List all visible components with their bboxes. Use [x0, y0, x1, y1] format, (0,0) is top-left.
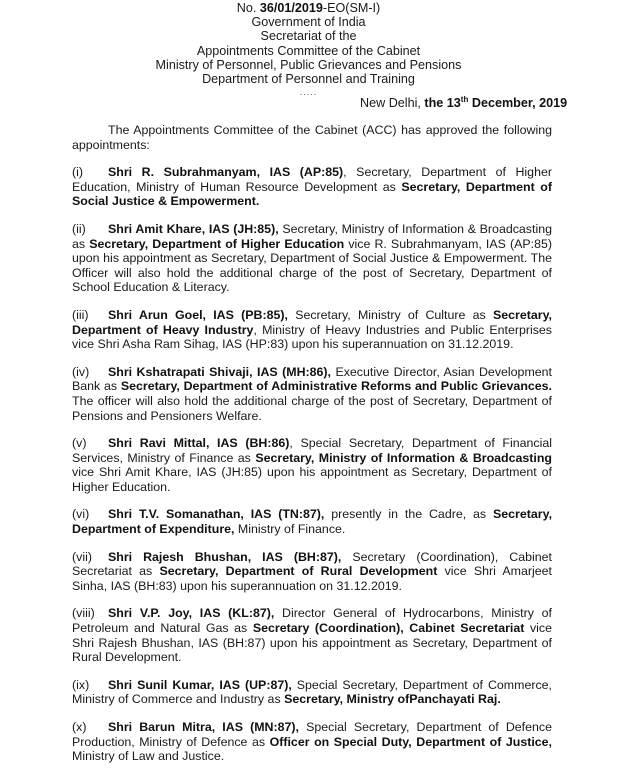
appointment-text: vice Shri Amit Khare, IAS (JH:85) upon his appointment as Secretary, Department of Higher Education.	[72, 465, 552, 494]
appointment-number: (x)	[72, 720, 87, 734]
appointment-bold-text: Shri Ravi Mittal, IAS (BH:86)	[108, 436, 290, 451]
separator-dots: .....	[299, 87, 318, 98]
intro-paragraph: The Appointments Committee of the Cabinet (ACC) has approved the following appointments:	[72, 123, 552, 152]
appointment-bold-text: Shri Barun Mitra, IAS (MN:87),	[108, 720, 299, 734]
appointment-bold-text: Shri R. Subrahmanyam, IAS (AP:85)	[108, 165, 344, 180]
dateline	[360, 96, 567, 111]
appointment-number: (vii)	[72, 549, 92, 564]
appointment-number: (ii)	[72, 221, 86, 236]
appointment-bold-text: Shri V.P. Joy, IAS (KL:87),	[108, 606, 275, 621]
appointment-bold-text: Secretary, Department of Higher Education	[89, 236, 345, 251]
dateline-place: New Delhi,	[360, 96, 425, 110]
appointment-item	[72, 436, 552, 494]
appointment-bold-text: Shri T.V. Somanathan, IAS (TN:87),	[108, 507, 325, 522]
appointment-text: Ministry of Finance.	[234, 522, 346, 537]
appointment-number: (i)	[72, 165, 84, 180]
appointment-item	[72, 550, 552, 594]
appointment-text: , Secretary, Department of Higher Education, Ministry of Human Resource Development as	[72, 165, 552, 194]
appointment-text: The officer will also hold the additional charge of the post of Secretary, Department of Pensions and Pensioners Welfare.	[72, 393, 552, 423]
dateline-date	[424, 96, 567, 110]
appointment-bold-text: Secretary, Department of Social Justice & Empowerment.	[72, 179, 552, 209]
committee-line: Appointments Committee of the Cabinet	[196, 43, 421, 58]
ministry-line: Ministry of Personnel, Public Grievances and Pensions	[155, 57, 462, 72]
appointment-number: (v)	[72, 436, 87, 451]
order-number-prefix: No.	[236, 1, 260, 15]
letterhead	[0, 1, 617, 98]
appointment-text: Secretary, Ministry of Culture as	[287, 307, 493, 322]
appointment-text: Special Secretary, Department of Defence Production, Ministry of Defence as	[72, 720, 552, 749]
appointment-number: (ix)	[72, 677, 90, 692]
secretariat-line: Secretariat of the	[260, 29, 357, 44]
appointment-item	[72, 222, 552, 295]
order-body	[72, 123, 552, 777]
order-number-value: 36/01/2019	[259, 1, 323, 15]
department-line: Department of Personnel and Training	[202, 72, 415, 87]
appointment-number: (iv)	[72, 364, 90, 379]
appointment-text: vice Shri Rajesh Bhushan, IAS (BH:87) upon his appointment as Secretary, Department of Rural Development.	[72, 621, 552, 665]
appointment-bold-text: Secretary, Department of Administrative Reforms and Public Grievances.	[120, 379, 553, 394]
appointment-number: (viii)	[72, 606, 95, 621]
appointment-item	[72, 308, 552, 352]
dateline-day: the 13	[424, 96, 461, 110]
appointment-text: Secretary, Ministry of Information & Broadcasting as	[72, 221, 552, 251]
appointment-number: (vi)	[72, 507, 90, 522]
appointment-item	[72, 165, 552, 209]
appointments-list	[72, 165, 552, 764]
dateline-month-year: December, 2019	[468, 96, 568, 110]
appointment-bold-text: Shri Kshatrapati Shivaji, IAS (MH:86),	[108, 364, 331, 379]
appointment-text: Executive Director, Asian Development Bank as	[72, 364, 552, 394]
appointment-text: , Ministry of Heavy Industries and Public Enterprises vice Shri Asha Ram Sihag, IAS (HP:83) upon his superannuation on 31.12.2019.	[72, 322, 553, 352]
dateline-ordinal: th	[460, 95, 469, 104]
appointment-bold-text: Secretary, Ministry of Information & Broadcasting	[255, 450, 552, 465]
appointment-bold-text: Shri Arun Goel, IAS (PB:85),	[108, 307, 288, 322]
order-number	[0, 1, 617, 15]
appointment-text: Secretary (Coordination), Cabinet Secretariat as	[72, 549, 553, 579]
appointment-bold-text: Secretary (Coordination), Cabinet Secretariat	[252, 621, 525, 636]
appointment-text: vice R. Subrahmanyam, IAS (AP:85) upon his appointment as Secretary, Department of Social Justice & Empowerment. The Officer will also hold the additional charge of the post of Secretary, Department of School Education & Literacy.	[72, 236, 552, 295]
appointment-bold-text: Secretary, Department of Heavy Industry	[72, 307, 552, 337]
appointment-item	[72, 678, 552, 707]
appointment-text: vice Shri Amarjeet Sinha, IAS (BH:83) upon his superannuation on 31.12.2019.	[72, 564, 553, 593]
order-number-suffix: -EO(SM-I)	[322, 1, 381, 15]
appointment-bold-text: Secretary, Ministry ofPanchayati Raj.	[284, 692, 501, 707]
appointment-bold-text: Shri Sunil Kumar, IAS (UP:87),	[108, 677, 292, 692]
appointment-bold-text: Secretary, Department of Expenditure,	[72, 507, 553, 537]
appointment-item	[72, 507, 552, 536]
appointment-bold-text: Shri Rajesh Bhushan, IAS (BH:87),	[108, 549, 342, 564]
appointment-item	[72, 365, 552, 423]
government-line: Government of India	[251, 15, 366, 30]
appointment-item	[72, 720, 552, 764]
appointment-bold-text: Officer on Special Duty, Department of Justice,	[269, 734, 552, 749]
appointment-bold-text: Secretary, Department of Rural Development	[159, 564, 438, 579]
appointment-text: Director General of Hydrocarbons, Ministry of Petroleum and Natural Gas as	[72, 606, 553, 636]
appointment-text: , Special Secretary, Department of Financial Services, Ministry of Finance as	[72, 436, 553, 465]
appointment-number: (iii)	[72, 307, 89, 322]
appointment-bold-text: Shri Amit Khare, IAS (JH:85),	[108, 221, 279, 236]
appointment-item	[72, 606, 552, 664]
appointment-text: Ministry of Law and Justice.	[72, 749, 225, 764]
appointment-text: presently in the Cadre, as	[324, 507, 493, 522]
appointment-text: Special Secretary, Department of Commerce, Ministry of Commerce and Industry as	[72, 677, 552, 707]
